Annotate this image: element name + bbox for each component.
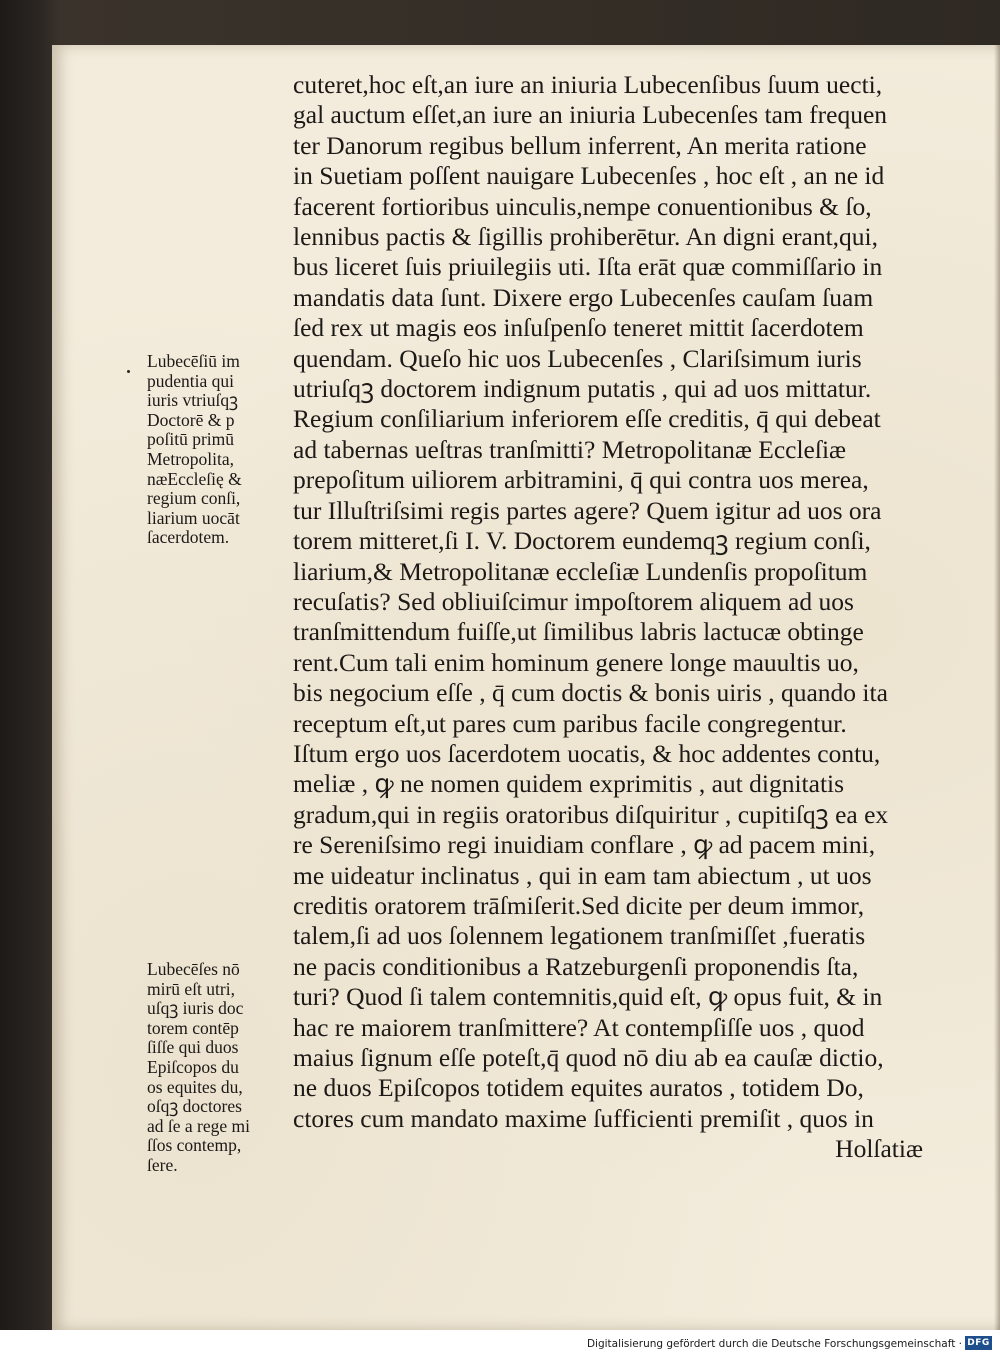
- catchword: Holſatiæ: [835, 1134, 923, 1164]
- text-line: bis negocium eſſe , q̄ cum doctis & bonis uiris , quando ita: [293, 678, 888, 708]
- text-line: gal auctum eſſet,an iure an iniuria Lubecenſes tam frequen: [293, 100, 888, 130]
- main-text-block: [293, 70, 923, 1165]
- funding-credit: Digitalisierung gefördert durch die Deutsche Forschungsgemeinschaft ·: [586, 1338, 962, 1350]
- dfg-logo: DFG: [965, 1336, 992, 1350]
- text-line: torem mitteret,ſi I. V. Doctorem eundemqꝫ regium conſi,: [293, 526, 871, 556]
- margin-note-line: Metropolita,: [147, 448, 234, 469]
- margin-note-line: oſqꝫ doctores: [147, 1096, 242, 1117]
- text-line: re Sereniſsimo regi inuidiam conflare , ꝙ ad pacem mini,: [293, 830, 876, 860]
- margin-note-line: liarium uocāt: [147, 507, 240, 528]
- text-line: mandatis data ſunt. Dixere ergo Lubecenſes cauſam ſuam: [293, 282, 874, 312]
- margin-note-line: uſqꝫ iuris doc: [147, 998, 244, 1019]
- text-line: ne duos Epiſcopos totidem equites auratos , totidem Do,: [293, 1073, 864, 1103]
- margin-dot-mark: [127, 370, 130, 373]
- margin-note-line: Lubecēſiū im: [147, 351, 240, 371]
- page-edge-shadow: [994, 45, 1000, 1330]
- margin-note-line: ſacerdotem.: [147, 527, 230, 548]
- margin-note-line: næEccleſię &: [147, 468, 242, 489]
- margin-note-line: Doctorē & p: [147, 409, 235, 430]
- text-line: liarium,& Metropolitanæ eccleſiæ Lundenſis propoſitum: [293, 556, 868, 586]
- text-line: lennibus pactis & ſigillis prohiberētur. An digni erant,qui,: [293, 222, 879, 252]
- margin-note-line: Epiſcopos du: [147, 1056, 239, 1077]
- text-line: ſed rex ut magis eos inſuſpenſo teneret mittit ſacerdotem: [293, 313, 864, 343]
- text-line: ne pacis conditionibus a Ratzeburgenſi proponendis ſta,: [293, 951, 859, 981]
- text-line: quendam. Queſo hic uos Lubecenſes , Clariſsimum iuris: [293, 343, 862, 373]
- text-line: prepoſitum uiliorem arbitramini, q̄ qui contra uos merea,: [293, 465, 869, 495]
- margin-note-line: pudentia qui: [147, 370, 234, 391]
- margin-note-1: [147, 352, 292, 548]
- text-line: recuſatis? Sed obliuiſcimur impoſtorem aliquem ad uos: [293, 586, 854, 616]
- text-line: bus liceret ſuis priuilegiis uti. Iſta erāt quæ commiſſario in: [293, 252, 883, 282]
- text-line: ctores cum mandato maxime ſufficienti premiſit , quos in: [293, 1103, 874, 1133]
- digitization-footer: [0, 1330, 1000, 1355]
- text-line: creditis oratorem trāſmiſerit.Sed dicite per deum immor,: [293, 890, 865, 920]
- margin-note-line: ad ſe a rege mi: [147, 1115, 251, 1136]
- text-line: talem,ſi ad uos ſolennem legationem tranſmiſſet ,fueratis: [293, 921, 866, 951]
- text-line: Regium conſiliarium inferiorem eſſe creditis, q̄ qui debeat: [293, 404, 881, 434]
- text-line: ad tabernas ueſtras tranſmitti? Metropolitanæ Eccleſiæ: [293, 434, 847, 464]
- margin-note-line: iuris vtriuſqꝫ: [147, 390, 239, 411]
- text-line: tur Illuſtriſsimi regis partes agere? Quem igitur ad uos ora: [293, 495, 882, 525]
- margin-note-line: mirū eſt utri,: [147, 978, 235, 999]
- margin-note-line: regium conſi,: [147, 488, 241, 509]
- text-line: utriuſqꝫ doctorem indignum putatis , qui ad uos mittatur.: [293, 374, 872, 404]
- text-line: me uideatur inclinatus , qui in eam tam abiectum , ut uos: [293, 860, 872, 890]
- text-line: hac re maiorem tranſmittere? At contempſiſſe uos , quod: [293, 1012, 865, 1042]
- text-line: facerent fortioribus uinculis,nempe conuentionibus & ſo,: [293, 191, 872, 221]
- margin-note-line: Lubecēſes nō: [147, 959, 240, 979]
- margin-note-line: os equites du,: [147, 1076, 243, 1097]
- text-line: meliæ , ꝙ ne nomen quidem exprimitis , aut dignitatis: [293, 769, 845, 799]
- margin-note-line: torem contēp: [147, 1017, 239, 1038]
- margin-note-2: [147, 960, 292, 1176]
- margin-note-line: poſitū primū: [147, 429, 235, 450]
- text-line: maius ſignum eſſe poteſt,q̄ quod nō diu ab ea cauſæ dictio,: [293, 1043, 884, 1072]
- text-line: rent.Cum tali enim hominum genere longe mauultis uo,: [293, 647, 859, 677]
- text-line: in Suetiam poſſent nauigare Lubecenſes , hoc eſt , an ne id: [293, 161, 885, 191]
- text-line: gradum,qui in regiis oratoribus diſquiritur , cupitiſqꝫ ea ex: [293, 799, 889, 829]
- text-line: Iſtum ergo uos ſacerdotem uocatis, & hoc addentes contu,: [293, 738, 881, 768]
- margin-note-line: ſſos contemp,: [147, 1135, 242, 1156]
- text-line: ter Danorum regibus bellum inferrent, An merita ratione: [293, 130, 867, 160]
- margin-note-line: ſere.: [147, 1154, 178, 1175]
- text-line: turi? Quod ſi talem contemnitis,quid eſt, ꝙ opus fuit, & in: [293, 982, 883, 1012]
- text-line: receptum eſt,ut pares cum paribus facile congregentur.: [293, 708, 847, 738]
- text-line: cuteret,hoc eſt,an iure an iniuria Lubecenſibus ſuum uecti,: [293, 70, 883, 99]
- margin-note-line: ſiſſe qui duos: [147, 1037, 239, 1058]
- text-line: tranſmittendum fuiſſe,ut ſimilibus labris lactucæ obtinge: [293, 617, 864, 647]
